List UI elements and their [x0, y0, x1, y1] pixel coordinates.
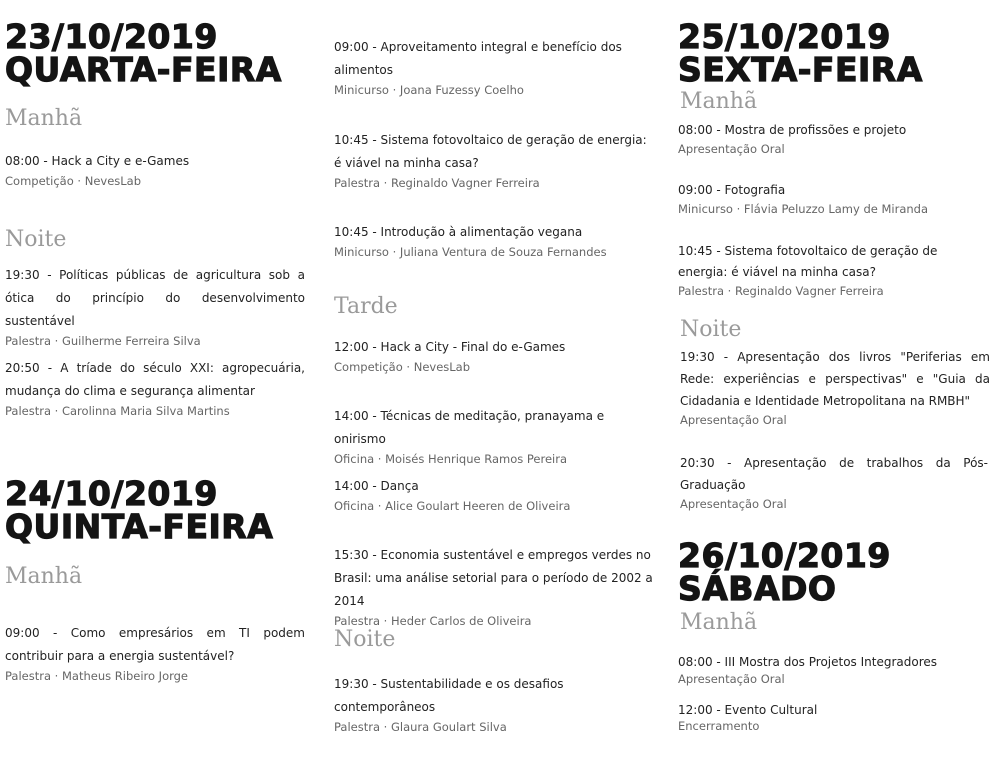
day-weekday: QUINTA-FEIRA: [5, 507, 274, 546]
event-title: 20:50 - A tríade do século XXI: agropecuária, mudança do clima e segurança alimentar: [5, 361, 305, 398]
event-title: 08:00 - Mostra de profissões e projeto: [678, 123, 907, 137]
period-label: Manhã: [5, 564, 83, 589]
day-date: 24/10/2019: [5, 474, 218, 513]
day-heading: [5, 474, 274, 546]
event-meta: Palestra · Matheus Ribeiro Jorge: [5, 669, 189, 683]
period-label: Manhã: [680, 610, 758, 635]
period-label: Manhã: [680, 89, 758, 114]
event-meta: Minicurso · Flávia Peluzzo Lamy de Miranda: [678, 202, 929, 216]
event-meta: Apresentação Oral: [680, 413, 787, 427]
event-item: [678, 701, 990, 734]
event-title: 10:45 - Introdução à alimentação vegana: [334, 225, 583, 239]
event-meta: Palestra · Heder Carlos de Oliveira: [334, 614, 532, 628]
event-item: [678, 653, 990, 687]
event-title: 19:30 - Políticas públicas de agricultura sob a ótica do princípio do desenvolvimento sustentável: [5, 268, 305, 328]
period-label: Noite: [680, 317, 742, 342]
event-meta: Apresentação Oral: [678, 142, 785, 156]
event-meta: Palestra · Glaura Goulart Silva: [334, 720, 507, 734]
event-item: [678, 180, 990, 217]
event-title: 12:00 - Evento Cultural: [678, 703, 818, 717]
event-meta: Competição · NevesLab: [5, 174, 142, 188]
day-weekday: SÁBADO: [678, 569, 837, 608]
event-item: [680, 346, 990, 428]
event-title: 09:00 - Aproveitamento integral e benefício dos alimentos: [334, 40, 622, 77]
event-item: [334, 129, 654, 191]
event-meta: Palestra · Reginaldo Vagner Ferreira: [678, 284, 884, 298]
event-title: 08:00 - III Mostra dos Projetos Integradores: [678, 655, 938, 669]
event-item: [678, 120, 990, 157]
event-meta: Apresentação Oral: [680, 497, 787, 511]
day-heading: [678, 17, 923, 89]
event-title: 19:30 - Sustentabilidade e os desafios contemporâneos: [334, 677, 564, 714]
day-weekday: QUARTA-FEIRA: [5, 50, 282, 89]
event-meta: Apresentação Oral: [678, 672, 785, 686]
event-item: [678, 241, 990, 299]
day-heading: [5, 17, 282, 89]
event-title: 14:00 - Técnicas de meditação, pranayama e onirismo: [334, 409, 605, 446]
event-meta: Palestra · Reginaldo Vagner Ferreira: [334, 176, 540, 190]
event-title: 09:00 - Fotografia: [678, 183, 786, 197]
day-date: 26/10/2019: [678, 536, 891, 575]
event-item: [334, 221, 654, 260]
event-title: 15:30 - Economia sustentável e empregos verdes no Brasil: uma análise setorial para o período de 2002 a 2014: [334, 548, 653, 608]
event-meta: Oficina · Alice Goulart Heeren de Oliveira: [334, 499, 571, 513]
event-meta: Minicurso · Juliana Ventura de Souza Fernandes: [334, 245, 607, 259]
event-title: 10:45 - Sistema fotovoltaico de geração de energia: é viável na minha casa?: [678, 244, 938, 279]
event-item: [5, 150, 305, 189]
event-item: [334, 405, 654, 467]
event-meta: Minicurso · Joana Fuzessy Coelho: [334, 83, 524, 97]
day-weekday: SEXTA-FEIRA: [678, 50, 923, 89]
event-title: 10:45 - Sistema fotovoltaico de geração de energia: é viável na minha casa?: [334, 133, 647, 170]
event-title: 14:00 - Dança: [334, 479, 419, 493]
day-heading: [678, 536, 891, 608]
event-title: 12:00 - Hack a City - Final do e-Games: [334, 340, 566, 354]
period-label: Noite: [5, 227, 67, 252]
event-item: [334, 673, 654, 735]
event-meta: Palestra · Guilherme Ferreira Silva: [5, 334, 201, 348]
event-meta: Encerramento: [678, 719, 760, 733]
event-item: [5, 622, 305, 684]
event-meta: Palestra · Carolinna Maria Silva Martins: [5, 404, 230, 418]
event-meta: Competição · NevesLab: [334, 360, 471, 374]
event-title: 08:00 - Hack a City e e-Games: [5, 154, 190, 168]
event-item: [334, 544, 662, 629]
period-label: Tarde: [334, 294, 398, 319]
event-item: [334, 475, 654, 514]
event-title: 20:30 - Apresentação de trabalhos da Pós-Graduação: [680, 456, 988, 492]
event-item: [334, 336, 654, 375]
event-title: 19:30 - Apresentação dos livros "Periferias em Rede: experiências e perspectivas" e "Guia da Cidadania e Identidade Metropolitana na RMBH": [680, 350, 990, 408]
period-label: Manhã: [5, 106, 83, 131]
event-meta: Oficina · Moisés Henrique Ramos Pereira: [334, 452, 568, 466]
event-item: [680, 452, 988, 512]
day-date: 25/10/2019: [678, 17, 891, 56]
event-title: 09:00 - Como empresários em TI podem contribuir para a energia sustentável?: [5, 626, 305, 663]
event-item: [5, 264, 305, 349]
event-item: [5, 357, 305, 419]
day-date: 23/10/2019: [5, 17, 218, 56]
period-label: Noite: [334, 627, 396, 652]
event-item: [334, 36, 654, 98]
